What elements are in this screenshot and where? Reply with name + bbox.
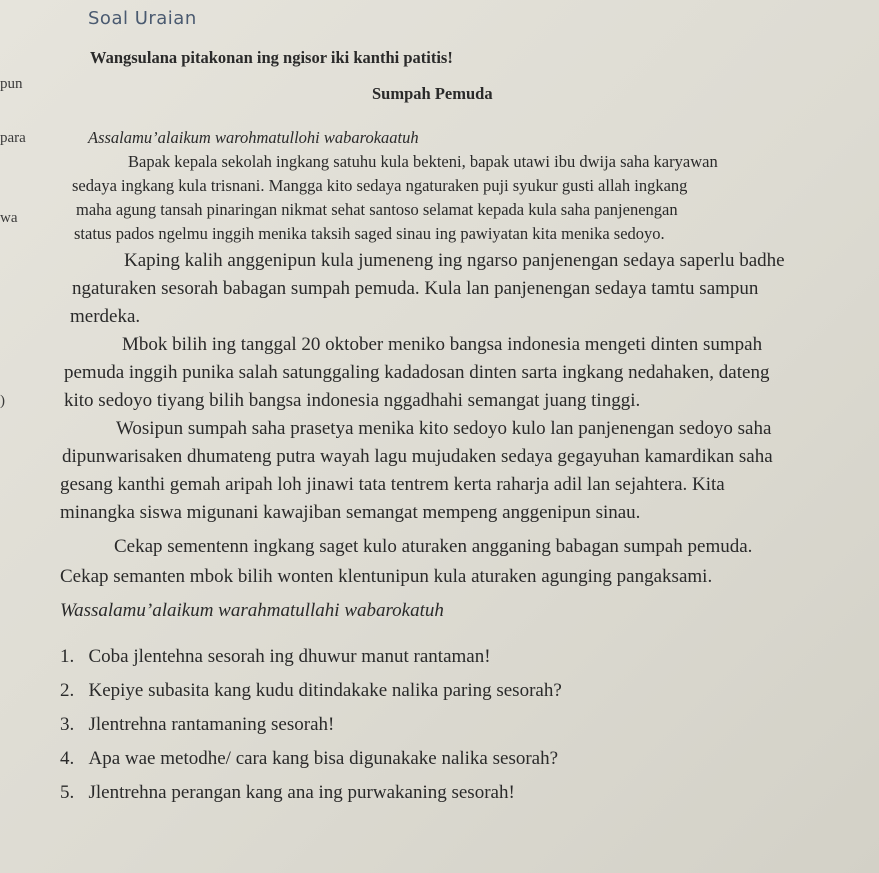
speech-closing: Wassalamu’alaikum warahmatullahi wabarokatuh	[60, 600, 444, 621]
margin-fragment: pun	[0, 76, 23, 92]
speech-line: Cekap sementenn ingkang saget kulo aturaken angganing babagan sumpah pemuda.	[114, 536, 753, 557]
speech-line: dipunwarisaken dhumateng putra wayah lagu mujudaken sedaya gegayuhan kamardikan saha	[62, 446, 773, 467]
question-text: Jlentrehna perangan kang ana ing purwakaning sesorah!	[88, 782, 515, 803]
speech-line: Cekap semanten mbok bilih wonten klentunipun kula aturaken agunging pangaksami.	[60, 566, 713, 587]
question-text: Kepiye subasita kang kudu ditindakake nalika paring sesorah?	[88, 680, 562, 701]
question-item	[60, 646, 491, 668]
question-text: Coba jlentehna sesorah ing dhuwur manut rantaman!	[88, 646, 491, 667]
speech-line: Mbok bilih ing tanggal 20 oktober meniko bangsa indonesia mengeti dinten sumpah	[122, 334, 763, 355]
speech-line: sedaya ingkang kula trisnani. Mangga kito sedaya ngaturaken puji syukur gusti allah ingkang	[72, 176, 688, 195]
speech-line: maha agung tansah pinaringan nikmat sehat santoso selamat kepada kula saha panjenengan	[76, 200, 678, 219]
speech-line: minangka siswa migunani kawajiban semangat mempeng anggenipun sinau.	[60, 502, 641, 523]
speech-line: Wosipun sumpah saha prasetya menika kito sedoyo kulo lan panjenengan sedoyo saha	[116, 418, 772, 439]
speech-title: Sumpah Pemuda	[372, 84, 493, 103]
speech-line: pemuda inggih punika salah satunggaling kadadosan dinten sarta ingkang nedahaken, dateng	[64, 362, 770, 383]
speech-line: Kaping kalih anggenipun kula jumeneng ing ngarso panjenengan sedaya saperlu badhe	[124, 250, 785, 271]
section-label: Soal Uraian	[88, 8, 197, 29]
speech-line: kito sedoyo tiyang bilih bangsa indonesia nggadhahi semangat juang tinggi.	[64, 390, 641, 411]
speech-line: Bapak kepala sekolah ingkang satuhu kula bekteni, bapak utawi ibu dwija saha karyawan	[128, 152, 718, 171]
question-number: 2.	[60, 680, 75, 701]
question-number: 1.	[60, 646, 75, 667]
question-item	[60, 714, 334, 736]
question-item	[60, 748, 558, 770]
speech-line: ngaturaken sesorah babagan sumpah pemuda. Kula lan panjenengan sedaya tamtu sampun	[72, 278, 759, 299]
question-number: 4.	[60, 748, 75, 769]
speech-line: merdeka.	[70, 306, 141, 327]
question-number: 3.	[60, 714, 75, 735]
margin-fragment: wa	[0, 210, 18, 226]
margin-fragment: )	[0, 393, 5, 409]
question-text: Apa wae metodhe/ cara kang bisa digunakake nalika sesorah?	[88, 748, 559, 769]
speech-line: status pados ngelmu inggih menika taksih saged sinau ing pawiyatan kita menika sedoyo.	[74, 224, 665, 243]
speech-line: gesang kanthi gemah aripah loh jinawi tata tentrem kerta raharja adil lan sejahtera. Kita	[60, 474, 725, 495]
instruction: Wangsulana pitakonan ing ngisor iki kanthi patitis!	[90, 48, 453, 67]
speech-opening: Assalamu’alaikum warohmatullohi wabarokaatuh	[88, 128, 419, 147]
question-item	[60, 680, 562, 702]
question-number: 5.	[60, 782, 75, 803]
margin-fragment: para	[0, 130, 26, 146]
question-text: Jlentrehna rantamaning sesorah!	[88, 714, 335, 735]
question-item	[60, 782, 515, 804]
